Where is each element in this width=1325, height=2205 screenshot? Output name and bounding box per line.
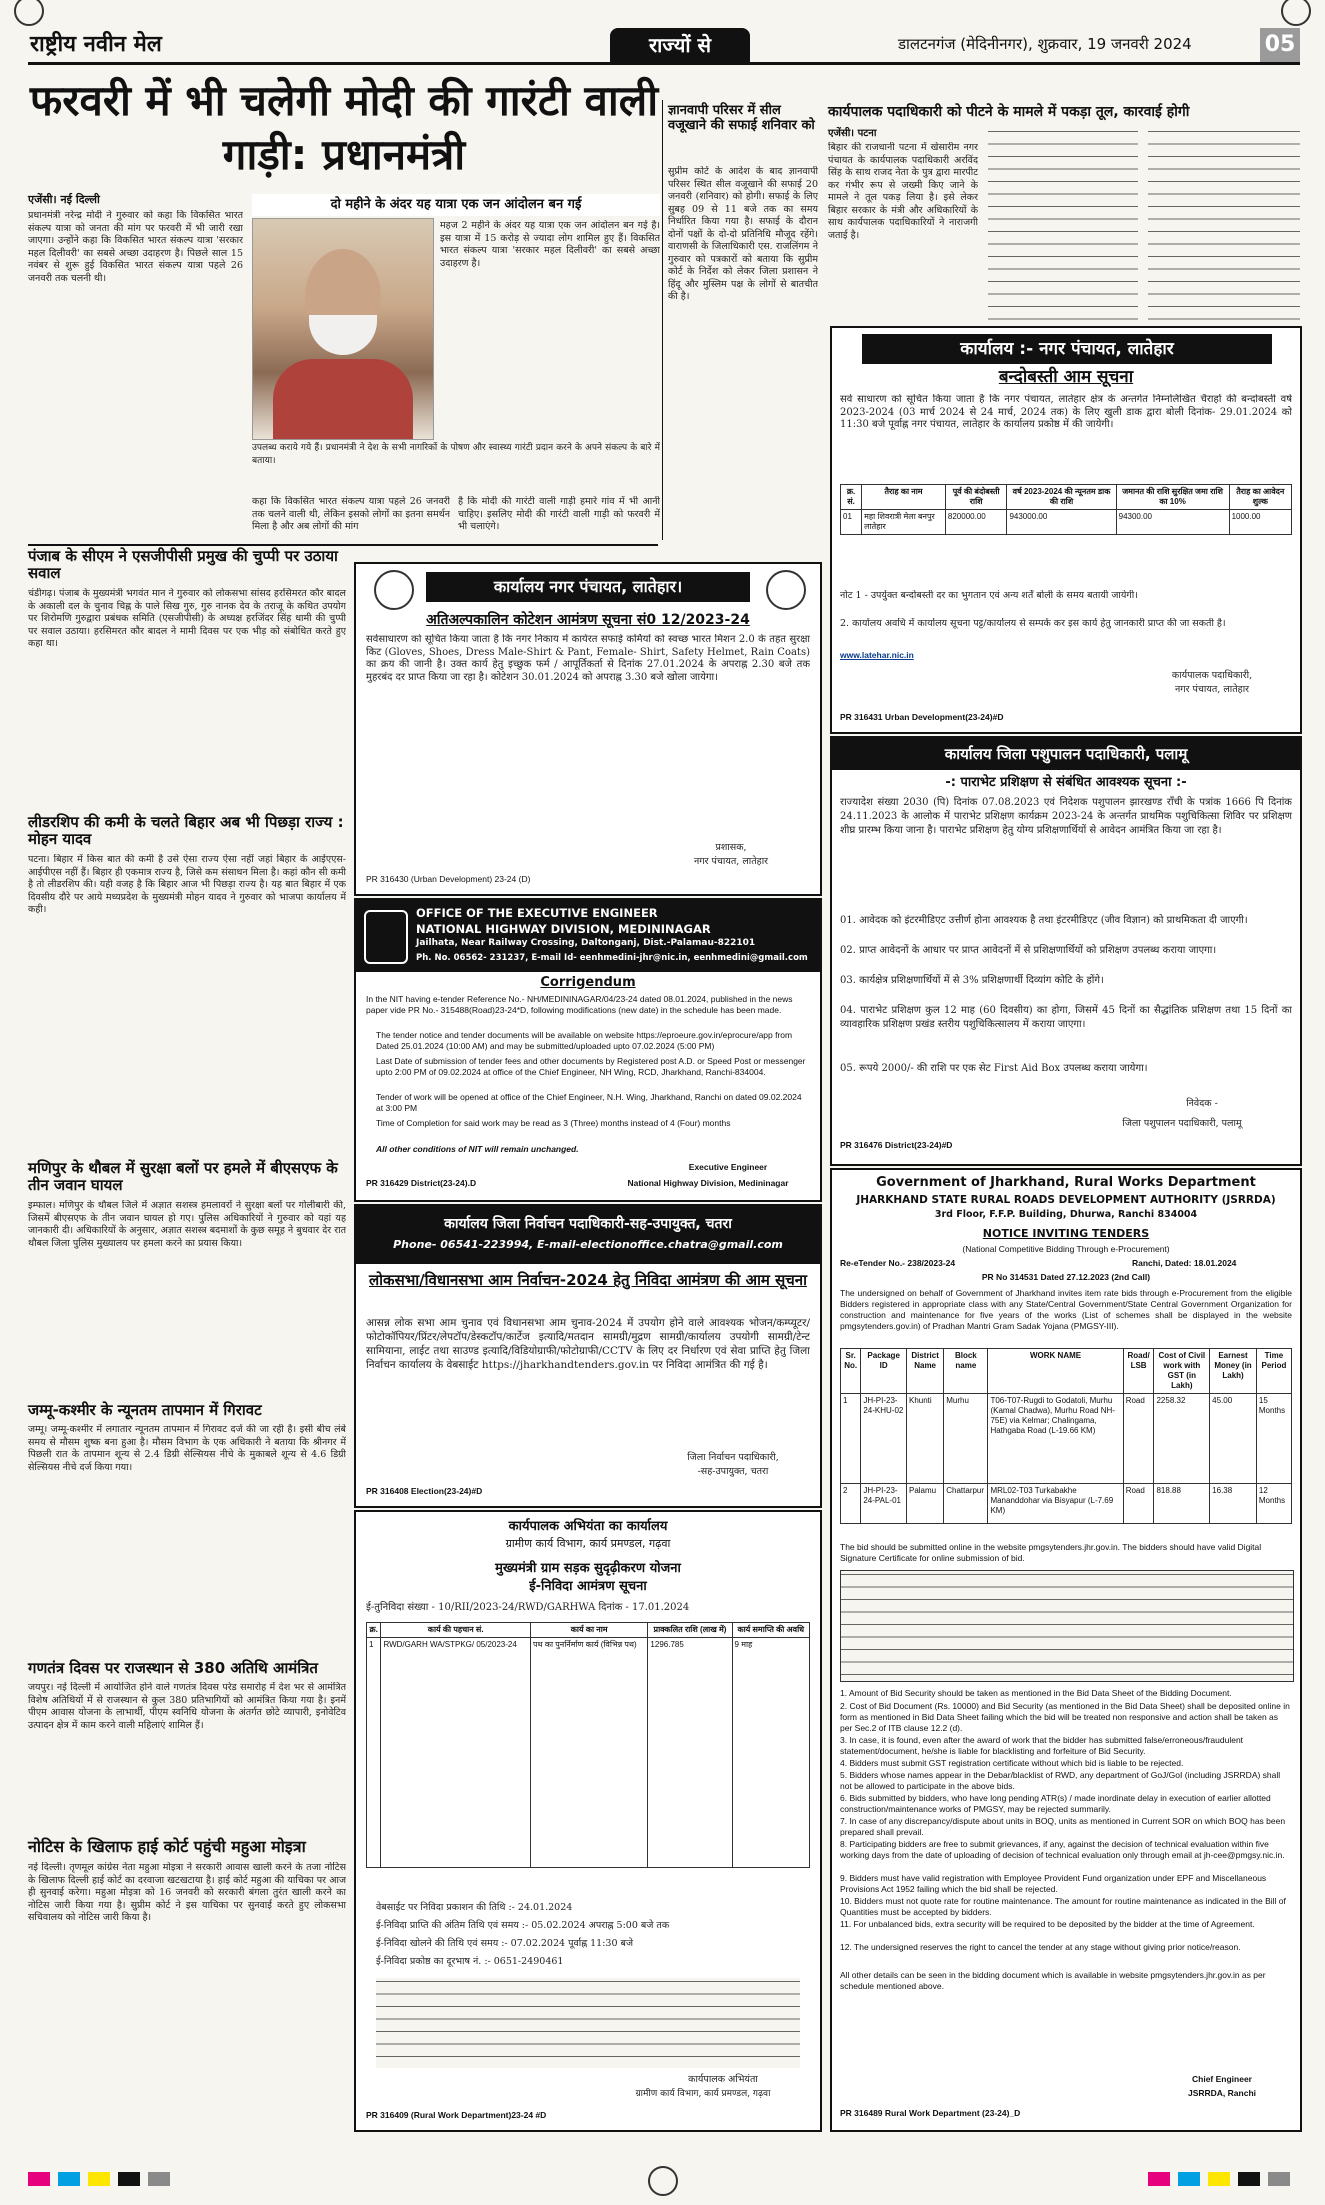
ad-jsrrda-notice: NOTICE INVITING TENDERS <box>982 1227 1150 1240</box>
photo-caption: उपलब्ध कराये गये हैं। प्रधानमंत्री ने देश के सभी नागरिकों के पोषण और स्वास्थ्य गारंटी प्रदान करने के अपने संकल्प के बारे में बताया। <box>252 443 660 466</box>
ad-np1-sign: प्रशासक, <box>715 842 747 853</box>
ad-nh-item: Time of Completion for said work may be read as 3 (Three) months instead of 4 (Four) months <box>376 1118 731 1128</box>
top-margin <box>0 0 1325 28</box>
ad-nh-corrigendum <box>354 898 822 1202</box>
ad-jsrrda-cond: 11. For unbalanced bids, extra security will be required to be deposited by the bidder at the time of Agreement. <box>840 1919 1255 1929</box>
karyapalak-story <box>828 104 1300 324</box>
page-number: 05 <box>1260 28 1300 62</box>
ad-nh-office: OFFICE OF THE EXECUTIVE ENGINEER <box>416 906 658 920</box>
ad-latehar-website[interactable]: www.latehar.nic.in <box>840 650 914 660</box>
column-rule <box>662 100 663 540</box>
ad-latehar-pr: PR 316431 Urban Development(23-24)#D <box>840 712 1004 722</box>
table-cell: 01 <box>841 510 862 535</box>
dateline: डालटनगंज (मेदिनीनगर), शुक्रवार, 19 जनवरी 2024 <box>898 35 1192 53</box>
ad-rwd-date: ई-निविदा प्राप्ति की अंतिम तिथि एवं समय :- 05.02.2024 अपराह्न 5:00 बजे तक <box>376 1920 670 1931</box>
ad-jsrrda-cond: 9. Bidders must have valid registration with Employee Provident Fund organization under EPF and Miscellaneous Provisions Act 1952 failing which the bid shall be rejected. <box>840 1873 1267 1894</box>
ad-pashu-item: 04. पाराभेट प्रशिक्षण कुल 12 माह (60 दिवसीय) का होगा, जिसमें 45 दिनों का सैद्धांतिक प्रशिक्षण तथा 15 दिनों का व्यावहारिक प्रशिक्षण प्रखंड स्तरीय पशुचिकित्सालय में कराया जाएगा। <box>840 1005 1292 1030</box>
paper-name: राष्ट्रीय नवीन मेल <box>30 32 162 57</box>
ad-nagar-panchayat-quotation <box>354 562 822 896</box>
ad-rwd-date: वेबसाईट पर निविदा प्रकाशन की तिथि :- 24.01.2024 <box>376 1902 573 1913</box>
col-header: Package ID <box>861 1349 907 1394</box>
ad-latehar-notice: बन्दोबस्ती आम सूचना <box>998 367 1134 387</box>
ad-rwd-table <box>366 1622 810 1868</box>
ad-elec-body: आसन्न लोक सभा आम चुनाव एवं विधानसभा आम चुनाव-2024 में उपयोग होने वाले आवश्यक भोजन/कम्प्यूटर/फोटोकॉपियर/प्रिंटर/लेपटॉप/डेस्कटॉप/कार्टेज इत्यादि/मतदान सामग्री/मुद्रण सामग्री/कार्यालय उपयोगी सामग्री/टेन्ट सामियाना, लाईट तथा साउण्ड इत्यादि/विडियोग्राफी/फोटोग्राफी/CCTV के लिए दर निर्धारण एवं सेवा प्राप्ति हेतु जिला निर्वाचन कार्यालय के वेबसाईट https://jharkhandtenders.gov.in पर निविदा आमंत्रित की गई है। <box>366 1317 810 1371</box>
col-header: Earnest Money (in Lakh) <box>1210 1349 1257 1394</box>
col-header: Time Period <box>1256 1349 1291 1394</box>
table-cell: पथ का पुनर्निर्माण कार्य (विभिन्न पथ) <box>530 1638 647 1868</box>
ad-jsrrda-cond: 6. Bids submitted by bidders, who have long pending ATR(s) / made inordinate delay in execution of earlier allotted construction/maintenance works of PMGSY, may be rejected summarily. <box>840 1793 1271 1814</box>
col-header: Sr. No. <box>841 1349 861 1394</box>
col-header: क्र. सं. <box>841 485 862 510</box>
ad-jsrrda-gov: Government of Jharkhand, Rural Works Department <box>876 1175 1256 1190</box>
ad-rwd-garhwa <box>354 1510 822 2132</box>
col-header: प्राक्कलित राशि (लाख में) <box>648 1623 732 1638</box>
story-body: जम्मू। जम्मू-कश्मीर में लगातार न्यूनतम तापमान में गिरावट दर्ज की जा रही है। इसी बीच लंबे समय से मौसम शुष्क बना हुआ है। मौसम विभाग के एक अधिकारी ने बताया कि श्रीनगर में पिछली रात के तापमान शून्य से 2.4 डिग्री सेल्सियस नीचे के मुकाबले शून्य से 4.6 डिग्री सेल्सियस नीचे दर्ज किया गया। <box>28 1424 346 1473</box>
lead-body-3: कहा कि विकसित भारत संकल्प यात्रा पहले 26 जनवरी तक चलने वाली थी, लेकिन इसको लोगों का इतना समर्थन मिला है और अब लोगों की मांग <box>252 496 450 532</box>
table-cell: 1 <box>367 1638 381 1868</box>
ad-nh-contact: Ph. No. 06562- 231237, E-mail Id- eenhmedini-jhr@nic.in, eenhmedini@gmail.com <box>416 953 808 963</box>
ad-jsrrda-cond: 4. Bidders must submit GST registration certificate without which bid is liable to be rejected. <box>840 1758 1184 1768</box>
color-bar <box>28 2172 1300 2188</box>
table-cell: 1 <box>841 1394 861 1484</box>
ad-jsrrda-ref-date: Ranchi, Dated: 18.01.2024 <box>1132 1258 1237 1268</box>
story-title: मणिपुर के थौबल में सुरक्षा बलों पर हमले में बीएसएफ के तीन जवान घायल <box>28 1159 338 1195</box>
ad-jsrrda-cond: 1. Amount of Bid Security should be taken as mentioned in the Bid Data Sheet of the Bidding Document. <box>840 1688 1232 1698</box>
ad-jsrrda-pr-ref: PR No 314531 Dated 27.12.2023 (2nd Call) <box>981 1272 1151 1282</box>
lead-title: फरवरी में भी चलेगी मोदी की गारंटी वाली गाड़ी: प्रधानमंत्री <box>29 76 659 179</box>
table-row <box>841 510 1292 535</box>
table-cell: 943000.00 <box>1007 510 1116 535</box>
ad-nh-item: Last Date of submission of tender fees and other documents by Registered post A.D. or Speed Post or messenger upto 2:00 PM of 09.02.2024 at office of the Chief Engineer, NH Wing, RCD, Jharkhand, Ranchi-834004. <box>376 1056 806 1077</box>
col-header: तैराह का नाम <box>862 485 946 510</box>
ad-latehar-bandobasti <box>830 326 1302 734</box>
ad-election-chatra <box>354 1204 822 1508</box>
ad-pashu-body: राज्यादेश संख्या 2030 (पि) दिनांक 07.08.2023 एवं निदेशक पशुपालन झारखण्ड राँची के पत्रांक 1666 पि दिनांक 24.11.2023 के आलोक में पाराभेट प्रशिक्षण कार्यक्रम 2023-24 के अन्तर्गत प्राथमिक पशुचिकित्सा शिविर पर प्रशिक्षण शीघ्र प्रारम्भ किया जाना है। पाराभेट प्रशिक्षण हेतु योग्य प्रशिक्षणार्थियों से आवेदन आमंत्रित किया जा रहा है। <box>840 797 1292 836</box>
ad-rwd-date: ई-निविदा खोलने की तिथि एवं समय :- 07.02.2024 पूर्वाह्न 11:30 बजे <box>376 1938 634 1949</box>
table-cell: 820000.00 <box>945 510 1007 535</box>
registration-mark <box>1281 0 1311 26</box>
ad-pashu-office: कार्यालय जिला पशुपालन पदाधिकारी, पलामू <box>832 738 1300 770</box>
color-swatch <box>1208 2172 1230 2186</box>
ad-rwd-fineprint <box>376 1978 800 2068</box>
lead-story <box>28 70 660 540</box>
ad-pashu-item: 02. प्राप्त आवेदनों के आधार पर प्राप्त आवेदनों में से प्रशिक्षणार्थियों को प्रशिक्षण उपलब्ध कराया जाएगा। <box>840 945 1217 956</box>
story-title: गणतंत्र दिवस पर राजस्थान से 380 अतिथि आमंत्रित <box>28 1659 318 1677</box>
story-title: लीडरशिप की कमी के चलते बिहार अब भी पिछड़ा राज्य : मोहन यादव <box>28 813 344 849</box>
story-title: पंजाब के सीएम ने एसजीपीसी प्रमुख की चुप्पी पर उठाया सवाल <box>28 547 338 583</box>
kurta-shape <box>273 359 413 439</box>
ad-latehar-sign: कार्यपालक पदाधिकारी, <box>1171 670 1253 681</box>
color-swatch <box>148 2172 170 2186</box>
ad-jsrrda-cond: 3. In case, it is found, even after the award of work that the bidder has submitted false/erroneous/fraudulent statement/document, he/she is liable for blacklisting and forfeiture of Bid Security. <box>840 1735 1244 1756</box>
ad-latehar-note-1: नोट 1 - उपर्युक्त बन्दोबस्ती दर का भुगतान एवं अन्य शर्तें बोली के समय बतायी जायेगी। <box>840 590 1138 601</box>
col-header: कार्य की पहचान सं. <box>381 1623 531 1638</box>
ad-jsrrda-sub: (National Competitive Bidding Through e-Procurement) <box>962 1244 1170 1254</box>
ad-jsrrda-ref: Re-eTender No.- 238/2023-24 <box>840 1258 956 1268</box>
table-cell: 2258.32 <box>1154 1394 1210 1484</box>
ad-rwd-office2: ग्रामीण कार्य विभाग, कार्य प्रमण्डल, गढ़वा <box>505 1537 671 1550</box>
story-body: चंडीगढ़। पंजाब के मुख्यमंत्री भगवंत मान ने गुरुवार को लोकसभा सांसद हरसिमरत कौर बादल के अकाली दल के चुनाव चिह्न के पाले सिख गुरु, गुरु नानक देव के तराजू के कथित उपयोग पर शिरोमणि गुरुद्वारा प्रबंधक समिति (एसजीपीसी) के अध्यक्ष हरजिंदर सिंह धामी की चुप्पी पर सवाल उठाया। हरसिमरत कौर बादल ने मामी दिवस पर एक भीड़ को संबोधित करते हुए कहा था। <box>28 588 346 649</box>
story-title: जम्मू-कश्मीर के न्यूनतम तापमान में गिरावट <box>28 1401 262 1419</box>
col-header: Block name <box>944 1349 988 1394</box>
emblem-icon <box>374 570 414 610</box>
table-row <box>841 1484 1292 1524</box>
registration-mark <box>648 2166 678 2196</box>
emblem-icon <box>766 570 806 610</box>
table-cell: 94300.00 <box>1116 510 1229 535</box>
ad-nh-item: Tender of work will be opened at office of the Chief Engineer, N.H. Wing, Jharkhand, Ranchi on dated 09.02.2024 at 3:00 PM <box>376 1092 802 1113</box>
ad-np1-notice: अतिअल्पकालिन कोटेशन आमंत्रण सूचना सं0 12/2023-24 <box>426 612 750 628</box>
ad-jsrrda-cond: 7. In case of any discrepancy/dispute about units in BOQ, units as mentioned in Current SOR on which BOQ has been prepared shall prevail. <box>840 1816 1286 1837</box>
table-cell: 16.38 <box>1210 1484 1257 1524</box>
col-header: कार्य समाप्ति की अवधि <box>732 1623 809 1638</box>
ad-nh-sign: Executive Engineer <box>688 1162 768 1172</box>
ad-rwd-notice: ई-निविदा आमंत्रण सूचना <box>529 1579 647 1594</box>
gyanvapi-title: ज्ञानवापी परिसर में सील वजूखाने की सफाई शनिवार को <box>668 103 815 133</box>
ad-jsrrda-cond: 8. Participating bidders are free to submit grievances, if any, against the decision of technical evaluation within five working days from the date of uploading of decision of technical evaluation only through email at jh-cee@pmgsy.nic.in. <box>840 1839 1285 1860</box>
ad-elec-office: कार्यालय जिला निर्वाचन पदाधिकारी-सह-उपायुक्त, चतरा <box>444 1216 732 1232</box>
table-cell: Road <box>1123 1484 1154 1524</box>
table-cell: 15 Months <box>1256 1394 1291 1484</box>
ad-rwd-date: ई-निविदा प्रकोष्ठ का दूरभाष नं. :- 0651-2490461 <box>376 1956 564 1967</box>
emblem-icon <box>364 910 408 964</box>
lead-body-4: है कि मोदी की गारंटी वाली गाड़ी हमारे गांव में भी आनी चाहिए। इसलिए मोदी की गारंटी वाली गाड़ी को फरवरी में भी चलाएंगे। <box>458 496 660 532</box>
col-header: जमानत की राशि सुरक्षित जमा राशि का 10% <box>1116 485 1229 510</box>
col-header: कार्य का नाम <box>530 1623 647 1638</box>
table-cell: T06-T07-Rugdi to Godatoli, Murhu (Kamal Chadwa), Murhu Road NH-75E) via Kelmar; Chalingama, Hathgaba Road (L-19.66 KM) <box>988 1394 1123 1484</box>
table-cell: 2 <box>841 1484 861 1524</box>
ad-pashupalan <box>830 736 1302 1166</box>
ad-elec-sign2: -सह-उपायुक्त, चतरा <box>697 1466 769 1477</box>
ad-latehar-body: सर्व साधारण को सूचित किया जाता है कि नगर पंचायत, लातेहार क्षेत्र के अन्तर्गत निम्नलिखित चैराहों की बन्दोबस्ती वर्ष 2023-2024 (03 मार्च 2024 से 24 मार्च, 2024 तक) के लिए खुली डाक द्वारा बोली दिनांक- 29.01.2024 को 11:30 बजे पूर्वाह्न नगर पंचायत, लातेहार के कार्यालय प्रकोष्ठ में की जायेगी। <box>840 394 1292 430</box>
ad-jsrrda-org: JHARKHAND STATE RURAL ROADS DEVELOPMENT AUTHORITY (JSRRDA) <box>856 1194 1276 1206</box>
ad-pashu-sign2: जिला पशुपालन पदाधिकारी, पलामू <box>1122 1118 1242 1129</box>
beard-shape <box>309 315 377 355</box>
table-cell: RWD/GARH WA/STPKG/ 05/2023-24 <box>381 1638 531 1868</box>
table-cell: Murhu <box>944 1394 988 1484</box>
table-row <box>841 1394 1292 1484</box>
ad-jsrrda-note: The bid should be submitted online in the website pmgsytenders.jhr.gov.in. The bidders should have valid Digital Signature Certificate for online submission of bid. <box>840 1542 1262 1563</box>
table-cell: Palamu <box>906 1484 943 1524</box>
ad-nh-pr: PR 316429 District(23-24).D <box>366 1178 477 1188</box>
ad-rwd-ref: ई-तुनिविदा संख्या - 10/RII/2023-24/RWD/GARHWA दिनांक - 17.01.2024 <box>366 1602 690 1613</box>
left-column <box>28 548 346 2128</box>
col-header: District Name <box>906 1349 943 1394</box>
color-swatch <box>1238 2172 1260 2186</box>
ad-latehar-table <box>840 484 1292 535</box>
story-body: नई दिल्ली। तृणमूल कांग्रेस नेता महुआ मोइत्रा ने सरकारी आवास खाली करने के तजा नोटिस के खिलाफ दिल्ली हाई कोर्ट का दरवाजा खटखटाया है। हाई कोर्ट महुआ की याचिका पर आज ही सुनवाई करेगा। महुआ मोइत्रा को 16 जनवरी को सरकारी बंगला तुरंत खाली करने का नोटिस जारी किया गया है। सुप्रीम कोर्ट ने इस याचिका पर सुनवाई करते हुए लोकसभा सचिवालय को नोटिस जारी किया है। <box>28 1862 346 1923</box>
table-cell: 9 माह <box>732 1638 809 1868</box>
ad-np1-pr: PR 316430 (Urban Development) 23-24 (D) <box>366 874 531 884</box>
ad-elec-notice: लोकसभा/विधानसभा आम निर्वाचन-2024 हेतु निविदा आमंत्रण की आम सूचना <box>369 1271 807 1289</box>
ad-jsrrda-intro: The undersigned on behalf of Government of Jharkhand invites item rate bids through e-Procurement from the eligible Bidders registered in appropriate class with any State/Central Government/State Central Government Organization for construction and maintenance for five years of the works (List of schemes shall be displayed in the website pmgsytenders.gov.in) of Pradhan Mantri Gram Sadak Yojana (PMGSY-III). <box>840 1288 1292 1331</box>
inset-title: दो महीने के अंदर यह यात्रा एक जन आंदोलन बन गई <box>252 194 660 216</box>
ad-jsrrda <box>830 1168 1302 2132</box>
karyapalak-title: कार्यपालक पदाधिकारी को पीटने के मामले में पकड़ा तूल, कारवाई होगी <box>828 104 1190 120</box>
ad-nh-subject: Corrigendum <box>540 975 636 990</box>
table-cell: MRL02-T03 Turkabakhe Mananddohar via Bisyapur (L-7.69 KM) <box>988 1484 1123 1524</box>
color-swatch <box>1178 2172 1200 2186</box>
table-cell: 45.00 <box>1210 1394 1257 1484</box>
ad-pashu-sign: निवेदक - <box>1186 1098 1218 1109</box>
ad-rwd-sign2: ग्रामीण कार्य विभाग, कार्य प्रमण्डल, गढ़वा <box>635 2089 771 2099</box>
table-cell: 12 Months <box>1256 1484 1291 1524</box>
color-swatch <box>58 2172 80 2186</box>
color-swatch <box>118 2172 140 2186</box>
modi-photo <box>252 218 434 440</box>
ad-rwd-scheme: मुख्यमंत्री ग्राम सड़क सुदृढ़ीकरण योजना <box>495 1561 681 1576</box>
gyanvapi-story <box>668 104 818 544</box>
karyapalak-columns <box>988 128 1138 326</box>
ad-jsrrda-cond: 2. Cost of Bid Document (Rs. 10000) and Bid Security (as mentioned in the Bid Data Sheet) shall be deposited online in form as mentioned in Bid Data Sheet failing which the bid will be treated non responsive and action shall be taken as per Sec.2 of ITB clause 12.2 (d). <box>840 1701 1290 1733</box>
masthead <box>28 28 1300 66</box>
karyapalak-byline: एजेंसी। पटना <box>828 128 877 139</box>
ad-jsrrda-cond: 5. Bidders whose names appear in the Debar/blacklist of RWD, any department of GoJ/GoI (including JSRRDA) shall not be allowed to participate in the above bids. <box>840 1770 1281 1791</box>
lead-byline: एजेंसी। नई दिल्ली <box>28 193 100 206</box>
inset-box <box>252 194 660 494</box>
registration-mark <box>14 0 44 26</box>
ad-elec-sign: जिला निर्वाचन पदाधिकारी, <box>687 1452 779 1463</box>
col-header: WORK NAME <box>988 1349 1123 1394</box>
table-cell: Khunti <box>906 1394 943 1484</box>
ad-nh-item: The tender notice and tender documents will be available on website https://eproeure.gov.in/eprocure/app from Dated 25.01.2024 (10:00 AM) and may be submitted/uploaded upto 07.02.2024 (5:00 PM) <box>376 1030 793 1051</box>
ad-latehar-sign2: नगर पंचायत, लातेहार <box>1174 684 1250 695</box>
ad-pashu-item: 03. कार्यक्षेत्र प्रशिक्षणार्थियों में से 3% प्रशिक्षणार्थी दिव्यांग कोटि के होंगे। <box>840 975 1104 986</box>
col-header: Road/ LSB <box>1123 1349 1154 1394</box>
table-cell: JH-PI-23-24-PAL-01 <box>861 1484 907 1524</box>
ad-pashu-item: 01. आवेदक को इंटरमीडिएट उत्तीर्ण होना आवश्यक है तथा इंटरमीडिएट (जीव विज्ञान) को प्राथमिकता दी जाएगी। <box>840 915 1248 926</box>
ad-jsrrda-sign: Chief Engineer <box>1192 2074 1252 2084</box>
ad-jsrrda-closing: All other details can be seen in the bidding document which is available in website pmgsytenders.jhr.gov.in as per schedule mentioned above. <box>840 1970 1266 1991</box>
story-body: जयपुर। नई दिल्ली में आयोजित होने वाले गणतंत्र दिवस परेड समारोह में देश भर से आमंत्रित विशेष अतिथियों में से राजस्थान से कुल 380 प्रतिभागियों को आमंत्रित किया गया है। इनमें पीएम आवास योजना के लाभार्थी, पीएम स्वनिधि योजना के अंतर्गत छोटे व्यापारी, इनोवेटिव उत्पादन क्षेत्र में काम करने वाली महिलाएं शामिल हैं। <box>28 1682 346 1731</box>
ad-np1-body: सर्वसाधारण को सूचित किया जाता है कि नगर निकाय में कार्यरत सफाई कर्मियों को स्वच्छ भारत मिशन 2.0 के तहत सुरक्षा किट (Gloves, Shoes, Dress Male-Shirt & Pant, Female- Shirt, Safety Helmet, Rain Coats) का क्रय की जानी है। उक्त कार्य हेतु इच्छुक फर्म / आपूर्तिकर्ता से दिनांक 27.01.2024 के अपराह्न 2.30 बजे तक मुहरबंद दर प्राप्त किया जा रहा है। कोटेशन 30.01.2024 को अपराह्न 3.30 बजे खोला जायेगा। <box>366 634 810 683</box>
table-row <box>367 1638 810 1868</box>
inset-body: महज 2 महीने के अंदर यह यात्रा एक जन आंदोलन बन गई है। इस यात्रा में 15 करोड़ से ज्यादा लोग शामिल हुए हैं। विकसित भारत संकल्प यात्रा 'सरकार महल दिलीवरी' का सबसे अच्छा उदाहरण है। <box>440 220 660 269</box>
story-title: नोटिस के खिलाफ हाई कोर्ट पहुंची महुआ मोइत्रा <box>28 1837 306 1856</box>
ad-elec-header <box>356 1206 820 1264</box>
section-rule <box>28 544 658 546</box>
ad-jsrrda-table <box>840 1348 1292 1524</box>
ad-elec-contact: Phone- 06541-223994, E-mail-electionoffice.chatra@gmail.com <box>393 1238 783 1251</box>
col-header: क्र. <box>367 1623 381 1638</box>
karyapalak-columns <box>1148 128 1300 326</box>
color-swatch <box>88 2172 110 2186</box>
table-cell: 1000.00 <box>1229 510 1291 535</box>
ad-pashu-notice: -: पाराभेट प्रशिक्षण से संबंधित आवश्यक सूचना :- <box>945 775 1187 790</box>
ad-np1-office: कार्यालय नगर पंचायत, लातेहार। <box>426 572 750 602</box>
table-cell: महा शिवरात्री मेला बनपुर लातेहार <box>862 510 946 535</box>
col-header: वर्ष 2023-2024 की न्यूनतम डाक की राशि <box>1007 485 1116 510</box>
table-cell: 818.88 <box>1154 1484 1210 1524</box>
ad-nh-note: All other conditions of NIT will remain unchanged. <box>376 1144 579 1154</box>
ad-jsrrda-cond: 10. Bidders must not quote rate for routine maintenance. The amount for routine maintenance as indicated in the Bill of Quantities must be accepted by bidders. <box>840 1896 1286 1917</box>
section-tag: राज्यों से <box>610 28 750 62</box>
table-cell: Road <box>1123 1394 1154 1484</box>
ad-np1-sign2: नगर पंचायत, लातेहार <box>693 856 769 867</box>
story-body: पटना। बिहार में किस बात की कमी है उसे ऐसा राज्य ऐसा नहीं जहां बिहार के आईएएस-आईपीएस नहीं हैं। बिहार ही एकमात्र राज्य है, जिसे कम संसाधन मिला है। कहां कौन सी कमी है तो लीडरशिप की। यही वजह है कि बिहार आज भी पिछड़ा राज्य है। यह बात बिहार में एक दिवसीय दौरे पर आये मध्यप्रदेश के मुख्यमंत्री मोहन यादव ने गुरुवार को भाजपा कार्यालय में कही। <box>28 854 346 915</box>
color-swatch <box>1148 2172 1170 2186</box>
table-cell: Chattarpur <box>944 1484 988 1524</box>
gyanvapi-body: सुप्रीम कोर्ट के आदेश के बाद ज्ञानवापी परिसर स्थित सील वजूखाने की सफाई 20 जनवरी (शनिवार) को होगी। सफाई के लिए सुबह 09 से 11 बजे तक का समय निर्धारित किया गया है। सफाई के दौरान दोनों पक्षों के दो-दो प्रतिनिधि मौजूद रहेंगे। वाराणसी के जिलाधिकारी एस. राजलिंगम ने गुरुवार को पत्रकारों को बताया कि सुप्रीम कोर्ट के निर्देश को लेकर जिला प्रशासन ने हिंदू और मुस्लिम पक्ष के लोगों से बातचीत की है। <box>668 166 818 302</box>
ad-pashu-item: 05. रूपये 2000/- की राशि पर एक सेट First Aid Box उपलब्ध कराया जायेगा। <box>840 1063 1148 1074</box>
table-cell: JH-PI-23-24-KHU-02 <box>861 1394 907 1484</box>
col-header: Cost of Civil work with GST (in Lakh) <box>1154 1349 1210 1394</box>
ad-rwd-sign: कार्यपालक अभियंता <box>688 2074 758 2085</box>
ad-jsrrda-pr: PR 316489 Rural Work Department (23-24)_D <box>840 2108 1021 2118</box>
col-header: तैराह का आवेदन शुल्क <box>1229 485 1291 510</box>
ad-jsrrda-cond: 12. The undersigned reserves the right to cancel the tender at any stage without giving prior notice/reason. <box>840 1942 1241 1952</box>
ad-nh-org: NATIONAL HIGHWAY DIVISION, MEDININAGAR <box>416 922 711 936</box>
ad-elec-pr: PR 316408 Election(23-24)#D <box>366 1486 483 1496</box>
story-body: इम्फाल। मणिपुर के थौबल जिले में अज्ञात सशस्त्र हमलावरों ने सुरक्षा बलों पर गोलीबारी की, जिसमें बीएसएफ के तीन जवान घायल हो गए। पुलिस अधिकारियों ने गुरुवार को यहां यह जानकारी दी। अधिकारियों के अनुसार, अज्ञात सशस्त्र बदमाशों के कुछ समूह ने बुधवार देर रात थौबल जिला पुलिस मुख्यालय पर हमला करने का प्रयास किया। <box>28 1200 346 1249</box>
ad-nh-sign2: National Highway Division, Medininagar <box>627 1178 789 1188</box>
ad-nh-header <box>356 900 820 972</box>
ad-latehar-note-2: 2. कार्यालय अवधि में कार्यालय सूचना पट्ट/कार्यालय से सम्पर्क कर इस कार्य हेतु जानकारी प्राप्त की जा सकती है। <box>840 618 1226 629</box>
ad-jsrrda-addr: 3rd Floor, F.F.P. Building, Dhurwa, Ranchi 834004 <box>934 1209 1198 1220</box>
col-header: पूर्व की बंदोबस्ती राशि <box>945 485 1007 510</box>
color-swatch <box>1268 2172 1290 2186</box>
ad-rwd-office: कार्यपालक अभियंता का कार्यालय <box>508 1519 668 1534</box>
ad-nh-addr: Jailhata, Near Railway Crossing, Daltonganj, Dist.-Palamau-822101 <box>416 938 756 948</box>
ad-jsrrda-schedule-table <box>840 1570 1294 1682</box>
ad-jsrrda-sign2: JSRRDA, Ranchi <box>1187 2088 1256 2098</box>
ad-pashu-pr: PR 316476 District(23-24)#D <box>840 1140 953 1150</box>
ad-rwd-pr: PR 316409 (Rural Work Department)23-24 #D <box>366 2110 547 2120</box>
ad-nh-intro: In the NIT having e-tender Reference No.- NH/MEDININAGAR/04/23-24 dated 08.01.2024, published in the news paper vide PR No.- 315488(Road)23-24*D, following modifications (new date) in the schedule has been made. <box>366 994 793 1015</box>
masthead-rule <box>28 62 1300 65</box>
karyapalak-body: बिहार की राजधानी पटना में खेसारीम नगर पंचायत के कार्यपालक पदाधिकारी अरविंद सिंह के साथ राजद नेता के पुत्र द्वारा मारपीट कर गंभीर रूप से जख्मी किए जाने के मामले ने तूल पकड़ लिया है। इसे लेकर बिहार सरकार के मंत्री और अधिकारियों के साथ कार्यपालक पदाधिकारियों ने नाराजगी जताई है। <box>828 142 978 241</box>
ad-latehar-office: कार्यालय :- नगर पंचायत, लातेहार <box>862 334 1272 364</box>
table-cell: 1296.785 <box>648 1638 732 1868</box>
lead-body-1: प्रधानमंत्री नरेन्द्र मोदी ने गुरुवार को कहा कि विकसित भारत संकल्प यात्रा को जनता की मांग पर फरवरी में भी जारी रखा जाएगा। उन्होंने कहा कि विकसित भारत संकल्प यात्रा 'सरकार महल दिलीवरी' का सबसे अच्छा उदाहरण है। पिछले साल 15 नवंबर से शुरू हुई विकसित भारत संकल्प यात्रा पहले 26 जनवरी तक चलनी थी। <box>28 210 243 284</box>
color-swatch <box>28 2172 50 2186</box>
